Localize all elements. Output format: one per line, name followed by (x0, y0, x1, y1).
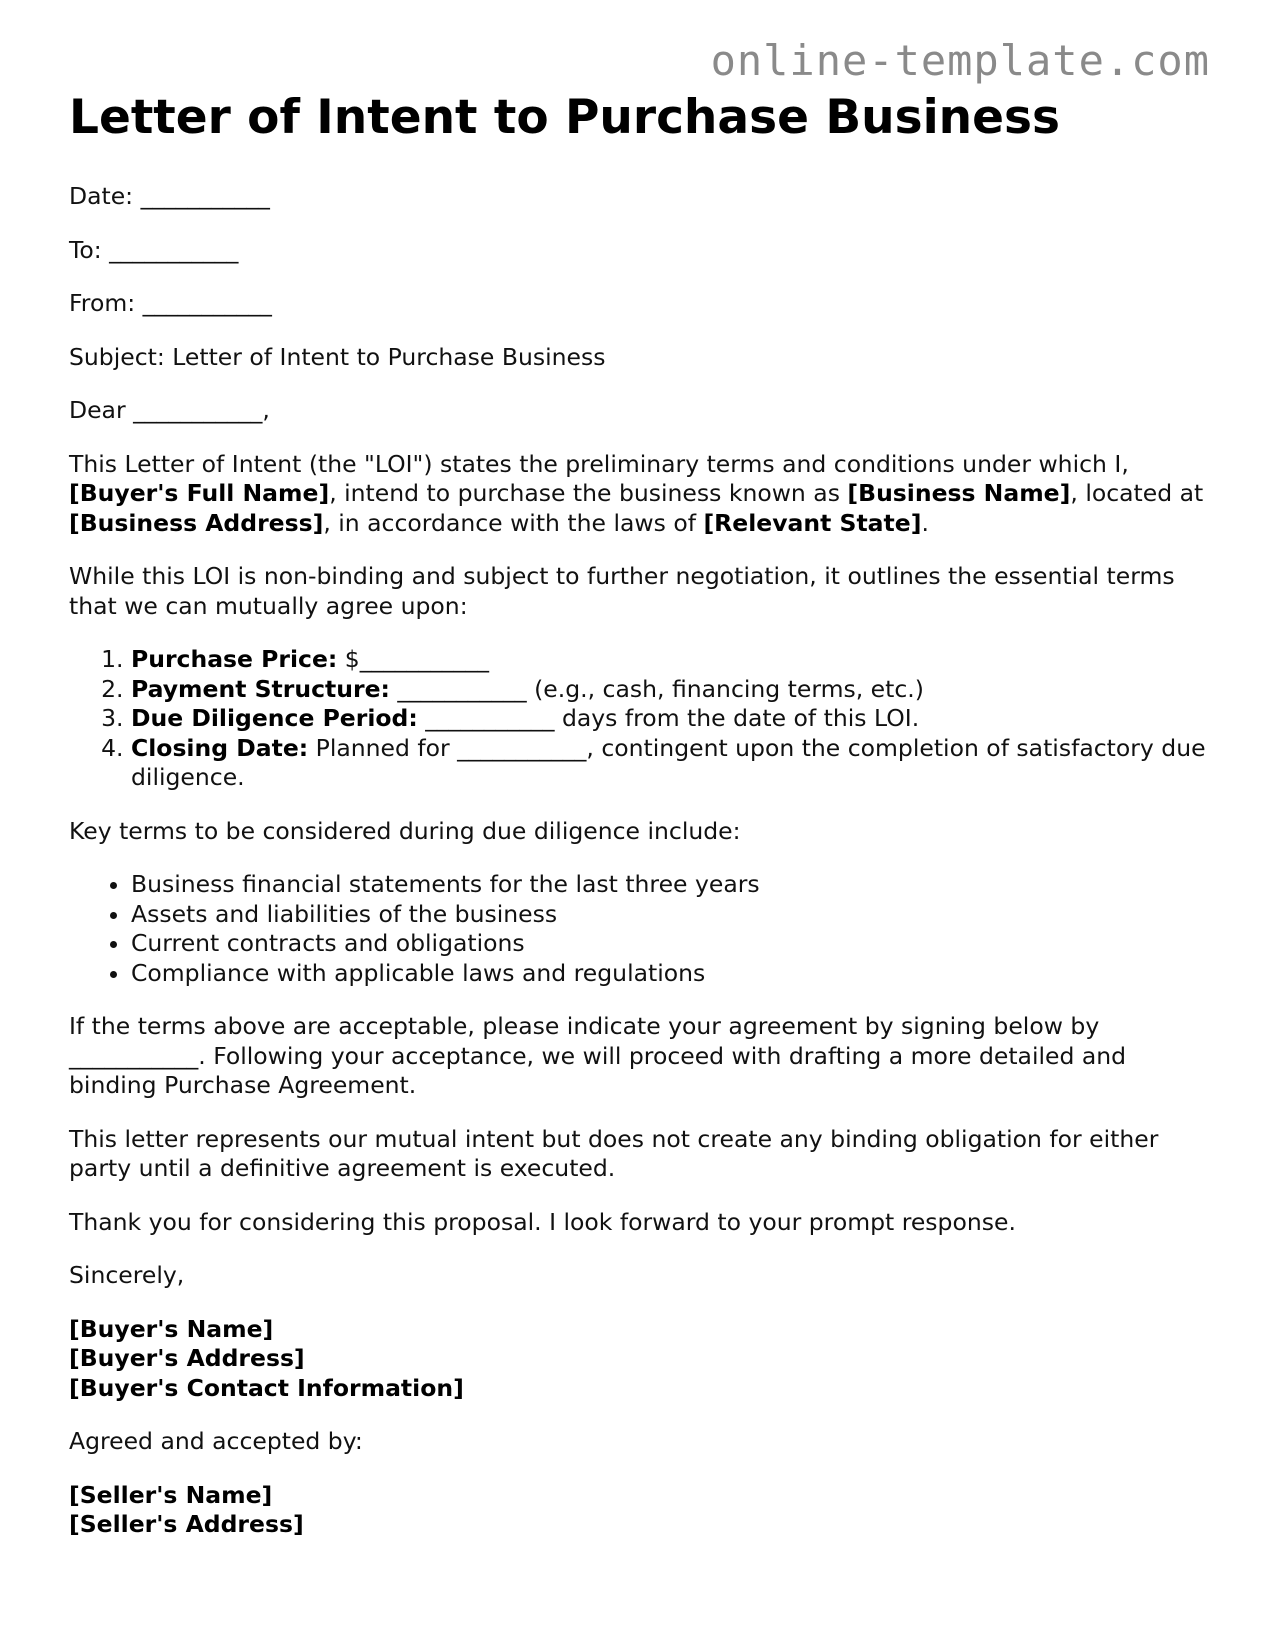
nonbinding-paragraph: While this LOI is non-binding and subject to further negotiation, it outlines the essential terms that we can mutually agree upon: (69, 562, 1175, 620)
seller-address-text: [Seller's Address] (69, 1510, 304, 1538)
term-post: days from the date of this LOI. (554, 704, 920, 732)
key-terms-intro: Key terms to be considered during due diligence include: (69, 816, 741, 845)
term-pre: $ (337, 645, 360, 673)
dear-label: Dear (69, 396, 126, 424)
term-pre: Planned for (308, 733, 458, 762)
term-label: Due Diligence Period: (131, 704, 418, 732)
term-blank: ___________ (397, 674, 527, 703)
intro-text-2: , intend to purchase the business known as (329, 479, 848, 507)
acceptance-text-2: . Following your acceptance, we will proceed with drafting a more detailed and binding Purchase Agreement. (69, 1041, 1127, 1099)
salutation (69, 396, 1209, 426)
term-blank: ___________ (425, 704, 555, 732)
agreed-line: Agreed and accepted by: (69, 1427, 363, 1455)
list-item: • Compliance with applicable laws and regulations (131, 959, 1209, 989)
buyer-name (69, 1315, 1209, 1345)
buyer-full-name-placeholder: [Buyer's Full Name] (69, 479, 330, 507)
business-name-placeholder: [Business Name] (847, 479, 1071, 507)
term-post: (e.g., cash, financing terms, etc.) (526, 674, 924, 703)
buyer-contact (69, 1374, 1209, 1404)
list-item: • Business financial statements for the last three years (131, 870, 1209, 900)
seller-address (69, 1510, 1209, 1540)
relevant-state-placeholder: [Relevant State] (703, 508, 922, 537)
term-blank: ___________ (359, 645, 489, 673)
term-item-due-diligence (131, 704, 1209, 734)
term-label: Purchase Price: (131, 645, 338, 673)
acceptance-text-1: If the terms above are acceptable, please indicate your agreement by signing below by (69, 1012, 1100, 1040)
date-blank: ___________ (140, 182, 270, 210)
intro-text-3: , located at (1070, 479, 1204, 507)
date-line (69, 182, 1209, 212)
term-blank: ___________ (457, 733, 587, 762)
buyer-address-text: [Buyer's Address] (69, 1344, 305, 1372)
subject-line: Subject: Letter of Intent to Purchase Business (69, 342, 606, 371)
term-post: , contingent upon the completion of satisfactory due diligence. (131, 733, 1206, 791)
term-item-purchase-price (131, 645, 1209, 675)
intro-text-1: This Letter of Intent (the "LOI") states the preliminary terms and conditions under which I, (69, 449, 1129, 478)
buyer-signature-block (69, 1315, 1209, 1404)
seller-name (69, 1481, 1209, 1511)
acceptance-paragraph (69, 1012, 1209, 1101)
seller-name-text: [Seller's Name] (69, 1480, 273, 1509)
closing-sincerely: Sincerely, (69, 1261, 185, 1289)
acceptance-blank: ___________ (69, 1041, 199, 1070)
intro-text-5: . (921, 508, 929, 537)
date-label: Date: (69, 182, 134, 210)
term-item-payment-structure (131, 675, 1209, 705)
from-line (69, 289, 1209, 319)
dear-suffix: , (262, 396, 270, 424)
from-blank: ___________ (142, 289, 272, 317)
to-line (69, 236, 1209, 266)
to-blank: ___________ (109, 235, 239, 264)
key-terms-list (69, 870, 1209, 988)
term-label: Closing Date: (131, 733, 309, 762)
dear-blank: ___________ (133, 396, 263, 424)
intro-paragraph (69, 450, 1209, 539)
business-address-placeholder: [Business Address] (69, 508, 324, 537)
mutual-intent-paragraph: This letter represents our mutual intent but does not create any binding obligation for either party until a definitive agreement is executed. (69, 1124, 1159, 1182)
list-item: • Current contracts and obligations (131, 929, 1209, 959)
buyer-address (69, 1344, 1209, 1374)
term-label: Payment Structure: (131, 674, 390, 703)
document-title: Letter of Intent to Purchase Business (69, 90, 1060, 145)
letter-document (69, 88, 1209, 1540)
intro-text-4: , in accordance with the laws of (323, 508, 704, 537)
seller-signature-block (69, 1481, 1209, 1540)
watermark-logo: online-template.com (710, 36, 1210, 85)
to-label: To: (69, 235, 102, 264)
terms-list (69, 645, 1209, 793)
from-label: From: (69, 289, 136, 317)
thanks-paragraph: Thank you for considering this proposal. I look forward to your prompt response. (69, 1207, 1016, 1236)
list-item: • Assets and liabilities of the business (131, 900, 1209, 930)
term-item-closing-date (131, 734, 1209, 793)
buyer-contact-text: [Buyer's Contact Information] (69, 1373, 464, 1402)
buyer-name-text: [Buyer's Name] (69, 1314, 274, 1343)
